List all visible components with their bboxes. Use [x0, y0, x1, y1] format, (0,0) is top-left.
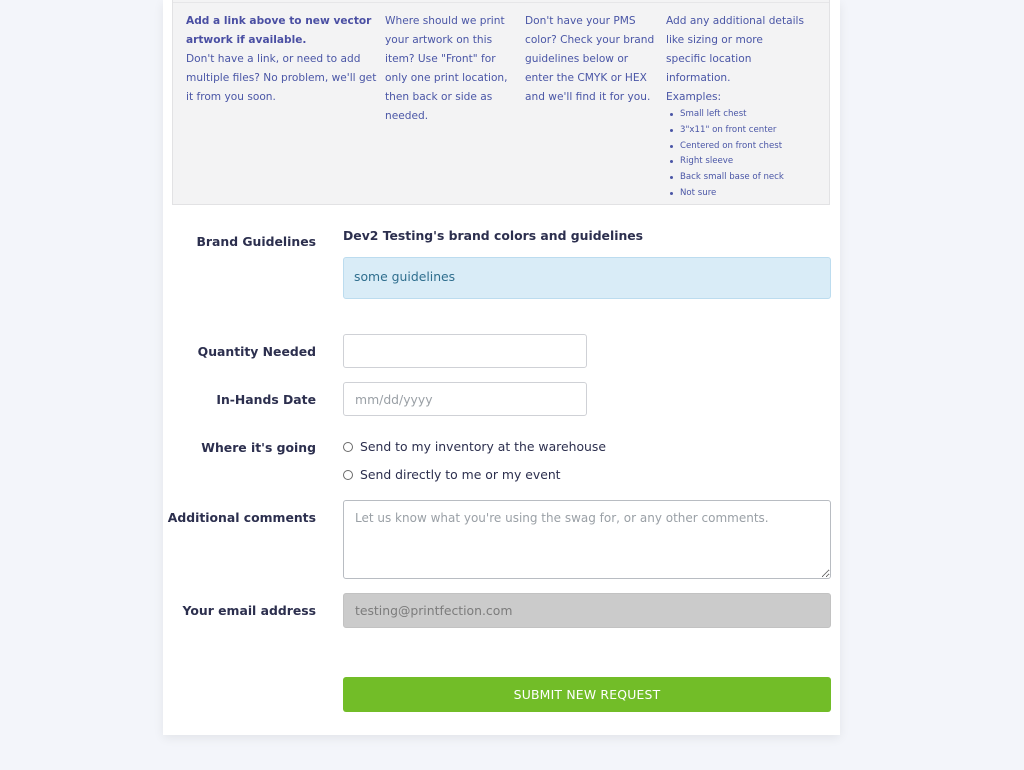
destination-option-direct[interactable] — [343, 467, 561, 482]
examples-label: Examples: — [666, 91, 722, 103]
comments-label: Additional comments — [167, 510, 316, 525]
request-form-card — [163, 0, 840, 735]
list-item: Back small base of neck — [680, 170, 806, 186]
list-item: Centered on front chest — [680, 139, 806, 155]
artwork-instructions-bold: Add a link above to new vector artwork if available. — [186, 15, 372, 46]
submit-request-button[interactable]: SUBMIT NEW REQUEST — [343, 677, 831, 712]
pms-instructions — [525, 12, 657, 107]
divider — [173, 2, 829, 3]
email-label: Your email address — [182, 603, 316, 618]
details-instructions-text: Add any additional details like sizing or more specific location information. — [666, 15, 804, 84]
destination-option-label: Send directly to me or my event — [360, 467, 561, 482]
radio-button[interactable] — [343, 470, 353, 480]
in-hands-date-label: In-Hands Date — [216, 392, 316, 407]
list-item: Right sleeve — [680, 154, 806, 170]
in-hands-date-input[interactable] — [343, 382, 587, 416]
location-instructions-text: Where should we print your artwork on this item? Use "Front" for only one print location, then back or side as needed. — [385, 15, 508, 122]
list-item: Small left chest — [680, 107, 806, 123]
destination-label: Where it's going — [201, 440, 316, 455]
instructions-panel — [172, 0, 830, 205]
examples-list — [666, 107, 806, 202]
location-instructions — [385, 12, 519, 126]
email-field[interactable] — [343, 593, 831, 628]
pms-instructions-text: Don't have your PMS color? Check your brand guidelines below or enter the CMYK or HEX and we'll find it for you. — [525, 15, 655, 103]
brand-guidelines-title: Dev2 Testing's brand colors and guidelines — [343, 228, 644, 243]
list-item: Not sure — [680, 186, 806, 202]
artwork-instructions — [186, 12, 378, 107]
comments-textarea[interactable] — [343, 500, 831, 579]
brand-guidelines-label: Brand Guidelines — [196, 234, 316, 249]
quantity-label: Quantity Needed — [197, 344, 316, 359]
quantity-input[interactable] — [343, 334, 587, 368]
destination-option-warehouse[interactable] — [343, 439, 606, 454]
details-instructions — [666, 12, 806, 202]
destination-option-label: Send to my inventory at the warehouse — [360, 439, 606, 454]
list-item: 3"x11" on front center — [680, 123, 806, 139]
brand-guidelines-box: some guidelines — [343, 257, 831, 299]
radio-button[interactable] — [343, 442, 353, 452]
artwork-instructions-text: Don't have a link, or need to add multiple files? No problem, we'll get it from you soon. — [186, 53, 377, 103]
